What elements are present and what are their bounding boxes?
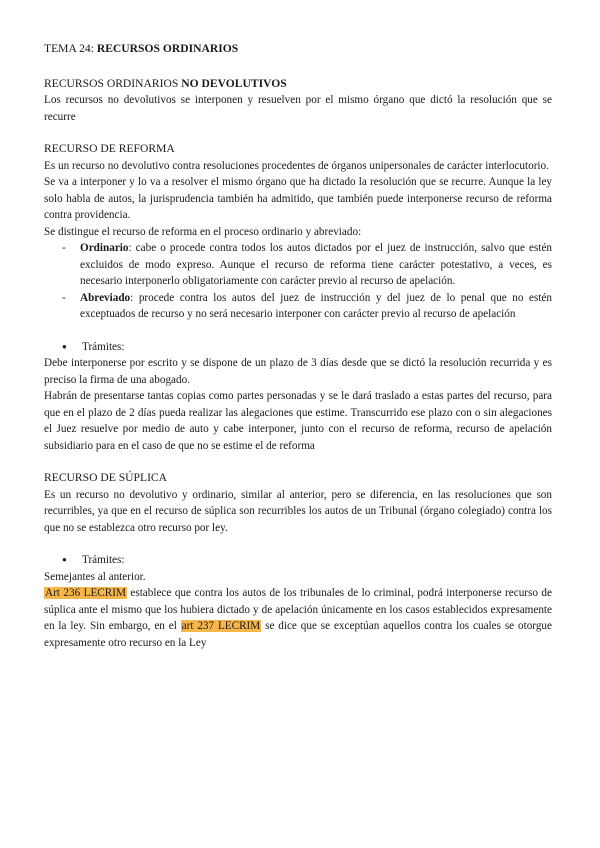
paragraph-text: establece que contra los autos de los tribunales de lo criminal, podrá interponerse recurso de súplica ante el mismo que los hubiera dictado y de apelación únicamente en los casos establecidos expresamente en la ley. Sin embargo, en el <box>44 587 552 632</box>
highlighted-reference: art 237 LECRIM <box>181 620 261 632</box>
dash-mark: - <box>62 291 66 304</box>
spacer <box>44 536 552 552</box>
spacer <box>44 323 552 339</box>
paragraph: Semejantes al anterior. <box>44 570 146 583</box>
item-term: Ordinario <box>80 242 129 254</box>
bullet-icon: ● <box>62 341 67 351</box>
page-title <box>44 41 552 58</box>
paragraph: Habrán de presentarse tantas copias como partes personadas y se le dará traslado a estas partes del recurso, para que en el plazo de 2 días pueda realizar las alegaciones que estime. Transcurrido ese plazo con o sin alegaciones el Juez resuelve por medio de auto y cabe interponer, junto con el recurso de reforma, recurso de apelación subsidiario para en el caso de que no se estime el de reforma <box>44 390 552 452</box>
heading-bold: NO DEVOLUTIVOS <box>181 76 287 90</box>
tramites-label: Trámites: <box>82 340 125 353</box>
paragraph-text: se dice que se exceptúan aquellos contra los cuales se otorgue expresamente otro recurso en la Ley <box>44 620 552 649</box>
section-reforma <box>44 141 552 454</box>
heading-suplica: RECURSO DE SÚPLICA <box>44 471 168 484</box>
paragraph: Los recursos no devolutivos se interponen y resuelven por el mismo órgano que dictó la resolución que se recurre <box>44 94 552 123</box>
list-item <box>44 339 552 356</box>
paragraph <box>44 585 552 651</box>
heading-reforma: RECURSO DE REFORMA <box>44 142 175 155</box>
heading-no-devolutivos <box>44 76 552 93</box>
item-text: : cabe o procede contra todos los autos dictados por el juez de instrucción, salvo que estén excluidos de modo expreso. Aunque el recurso de reforma tiene carácter potestativo, a veces, es necesario interponerlo obligatoriamente con carácter previo al recurso de apelación. <box>80 242 552 287</box>
item-text: : procede contra los autos del juez de instrucción y del juez de lo penal que no estén exceptuados de recurso y no será necesario interponer con carácter previo al recurso de apelación <box>80 291 552 320</box>
paragraph: Es un recurso no devolutivo contra resoluciones procedentes de órganos unipersonales de carácter interlocutorio. <box>44 159 549 172</box>
item-term: Abreviado <box>80 291 131 304</box>
highlighted-reference: Art 236 LECRIM <box>45 587 126 599</box>
tramites-label: Trámites: <box>82 554 125 566</box>
heading-prefix: RECURSOS ORDINARIOS <box>44 76 182 90</box>
document-content <box>44 41 552 651</box>
reforma-types-list <box>44 240 552 323</box>
title-bold: RECURSOS ORDINARIOS <box>96 42 239 55</box>
paragraph: Se distingue el recurso de reforma en el proceso ordinario y abreviado: <box>44 225 362 238</box>
list-item <box>44 552 552 569</box>
tramites-bullet-list <box>44 339 552 356</box>
list-item <box>44 240 552 290</box>
bullet-icon: ● <box>62 555 67 564</box>
section-no-devolutivos <box>44 76 552 126</box>
paragraph: Se va a interponer y lo va a resolver el mismo órgano que ha dictado la resolución que se recurre. Aunque la ley solo habla de autos, la jurisprudencia también ha admitido, que también puede interponerse recurso de reforma contra providencia. <box>44 176 552 221</box>
section-suplica <box>44 470 552 651</box>
title-prefix: TEMA 24: <box>44 42 97 55</box>
dash-mark: - <box>62 242 66 254</box>
tramites-bullet-list <box>44 552 552 569</box>
list-item <box>44 290 552 323</box>
paragraph: Es un recurso no devolutivo y ordinario, similar al anterior, pero se diferencia, en las resoluciones que son recurribles, ya que en el recurso de súplica son recurribles los autos de un Tribunal (órgano colegiado) contra los que no se establezca otro recurso por ley. <box>44 488 552 534</box>
paragraph: Debe interponerse por escrito y se dispone de un plazo de 3 días desde que se dictó la resolución recurrida y es preciso la firma de una abogado. <box>44 357 552 386</box>
